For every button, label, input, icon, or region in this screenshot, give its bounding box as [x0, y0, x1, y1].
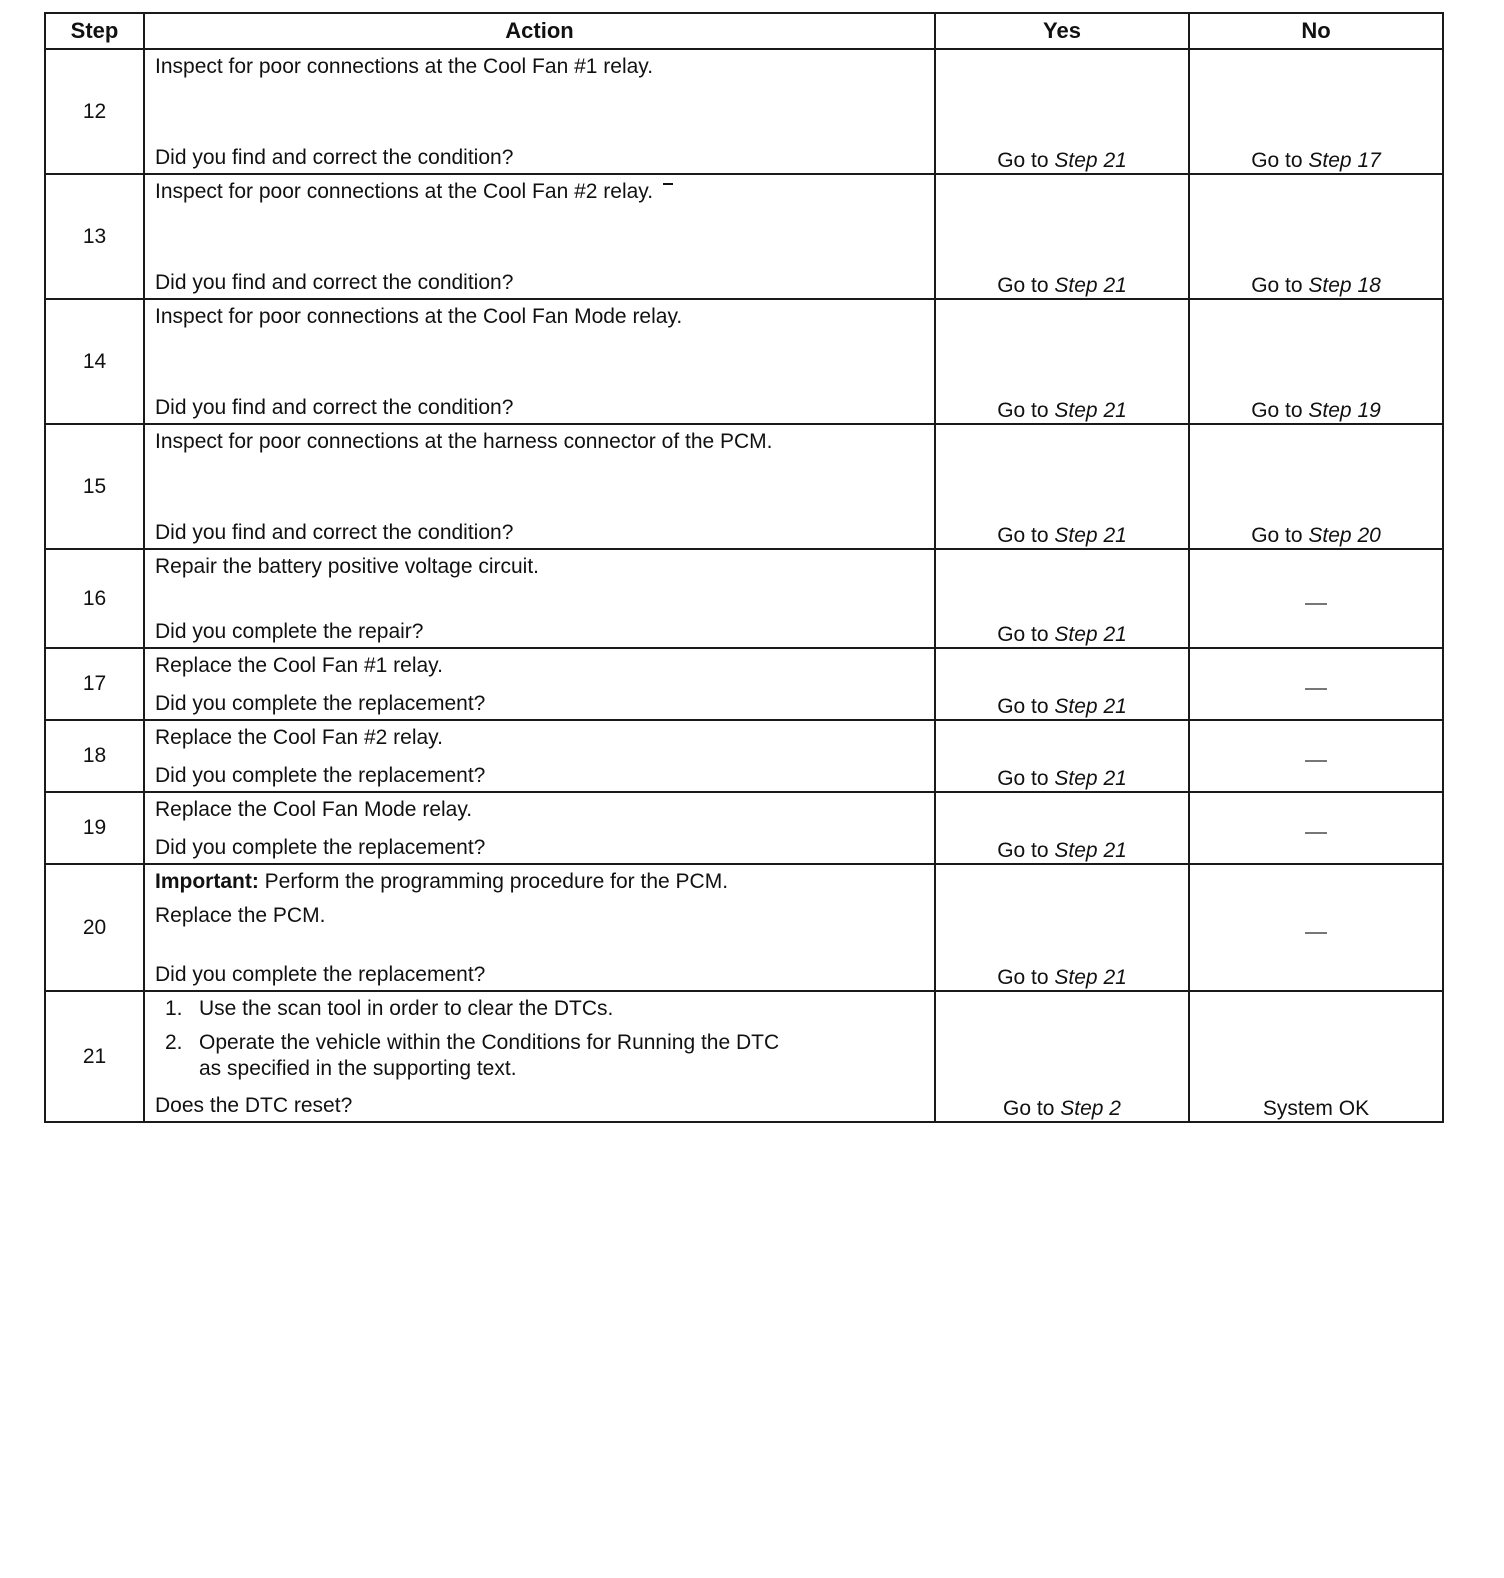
yes-prefix: Go to [997, 399, 1049, 422]
no-prefix: Go to [1251, 149, 1303, 172]
yes-prefix: Go to [997, 149, 1049, 172]
action-question: Does the DTC reset? [155, 1094, 353, 1117]
step-number: 20 [45, 864, 144, 991]
action-cell [144, 720, 935, 792]
table-row [45, 424, 1443, 549]
important-label: Important: [155, 870, 259, 893]
header-yes: Yes [935, 13, 1189, 49]
diagnostic-table [44, 12, 1444, 1123]
step-number: 13 [45, 174, 144, 299]
action-question: Did you find and correct the condition? [155, 146, 514, 169]
yes-cell [935, 864, 1189, 991]
empty-dash [1305, 688, 1327, 690]
empty-dash [1305, 603, 1327, 605]
no-prefix: Go to [1251, 274, 1303, 297]
no-cell [1189, 424, 1443, 549]
header-no: No [1189, 13, 1443, 49]
table-row [45, 720, 1443, 792]
list-number: 2. [165, 1031, 183, 1054]
yes-step-link: Step 21 [1054, 399, 1127, 422]
action-question: Did you complete the repair? [155, 620, 424, 643]
header-action: Action [144, 13, 935, 49]
action-question: Did you find and correct the condition? [155, 271, 514, 294]
no-cell [1189, 648, 1443, 720]
list-text: Use the scan tool in order to clear the DTCs. [199, 997, 614, 1020]
empty-dash [1305, 832, 1327, 834]
yes-step-link: Step 21 [1054, 149, 1127, 172]
yes-cell [935, 49, 1189, 174]
no-result: System OK [1262, 1097, 1370, 1120]
action-cell [144, 424, 935, 549]
yes-cell [935, 174, 1189, 299]
empty-dash [1305, 932, 1327, 934]
action-cell [144, 864, 935, 991]
yes-cell [935, 720, 1189, 792]
step-number: 19 [45, 792, 144, 864]
action-cell [144, 792, 935, 864]
yes-prefix: Go to [997, 274, 1049, 297]
action-question: Did you complete the replacement? [155, 836, 486, 859]
no-cell [1189, 864, 1443, 991]
yes-step-link: Step 2 [1060, 1097, 1121, 1120]
header-step: Step [45, 13, 144, 49]
action-cell [144, 49, 935, 174]
no-cell [1189, 49, 1443, 174]
table-row [45, 864, 1443, 991]
no-step-link: Step 20 [1308, 524, 1381, 547]
yes-step-link: Step 21 [1054, 839, 1127, 862]
yes-prefix: Go to [997, 623, 1049, 646]
table-row [45, 549, 1443, 648]
list-number: 1. [165, 997, 183, 1020]
action-text: Replace the Cool Fan #2 relay. [155, 726, 443, 749]
action-cell [144, 991, 935, 1122]
important-text: Perform the programming procedure for the PCM. [264, 870, 729, 893]
no-cell [1189, 174, 1443, 299]
action-question: Did you complete the replacement? [155, 963, 486, 986]
step-number: 18 [45, 720, 144, 792]
yes-prefix: Go to [997, 524, 1049, 547]
action-question: Did you find and correct the condition? [155, 521, 514, 544]
no-cell [1189, 549, 1443, 648]
table-row [45, 299, 1443, 424]
yes-prefix: Go to [997, 966, 1049, 989]
step-number: 17 [45, 648, 144, 720]
important-note [155, 869, 924, 895]
list-text-continued: as specified in the supporting text. [199, 1057, 517, 1080]
yes-step-link: Step 21 [1054, 966, 1127, 989]
action-cell [144, 648, 935, 720]
no-step-link: Step 18 [1308, 274, 1381, 297]
yes-prefix: Go to [997, 767, 1049, 790]
yes-prefix: Go to [1003, 1097, 1055, 1120]
table-row [45, 792, 1443, 864]
list-item [155, 996, 924, 1022]
yes-step-link: Step 21 [1054, 695, 1127, 718]
action-cell [144, 299, 935, 424]
yes-cell [935, 424, 1189, 549]
action-text: Repair the battery positive voltage circuit. [155, 555, 540, 578]
no-prefix: Go to [1251, 524, 1303, 547]
step-number: 16 [45, 549, 144, 648]
yes-cell [935, 991, 1189, 1122]
table-row [45, 648, 1443, 720]
stray-mark [663, 183, 673, 185]
yes-prefix: Go to [997, 695, 1049, 718]
step-number: 15 [45, 424, 144, 549]
no-cell [1189, 991, 1443, 1122]
action-text: Inspect for poor connections at the Cool Fan Mode relay. [155, 305, 683, 328]
no-cell [1189, 720, 1443, 792]
yes-cell [935, 648, 1189, 720]
action-text: Inspect for poor connections at the Cool Fan #1 relay. [155, 55, 654, 78]
action-cell [144, 549, 935, 648]
no-step-link: Step 19 [1308, 399, 1381, 422]
no-cell [1189, 792, 1443, 864]
table-row [45, 991, 1443, 1122]
action-text: Replace the Cool Fan #1 relay. [155, 654, 443, 677]
action-cell [144, 174, 935, 299]
yes-cell [935, 299, 1189, 424]
step-number: 14 [45, 299, 144, 424]
no-cell [1189, 299, 1443, 424]
empty-dash [1305, 760, 1327, 762]
yes-step-link: Step 21 [1054, 274, 1127, 297]
yes-step-link: Step 21 [1054, 623, 1127, 646]
table-row [45, 174, 1443, 299]
yes-cell [935, 792, 1189, 864]
action-text: Replace the Cool Fan Mode relay. [155, 798, 473, 821]
list-item [155, 1030, 924, 1082]
step-number: 21 [45, 991, 144, 1122]
yes-prefix: Go to [997, 839, 1049, 862]
table-row [45, 49, 1443, 174]
no-step-link: Step 17 [1308, 149, 1381, 172]
list-text: Operate the vehicle within the Conditions for Running the DTC [199, 1031, 780, 1054]
action-question: Did you complete the replacement? [155, 692, 486, 715]
step-number: 12 [45, 49, 144, 174]
action-question: Did you find and correct the condition? [155, 396, 514, 419]
yes-cell [935, 549, 1189, 648]
yes-step-link: Step 21 [1054, 767, 1127, 790]
no-prefix: Go to [1251, 399, 1303, 422]
action-text: Replace the PCM. [155, 904, 326, 927]
yes-step-link: Step 21 [1054, 524, 1127, 547]
action-text: Inspect for poor connections at the harness connector of the PCM. [155, 430, 773, 453]
action-text: Inspect for poor connections at the Cool Fan #2 relay. [155, 180, 654, 203]
action-question: Did you complete the replacement? [155, 764, 486, 787]
header-row [45, 13, 1443, 49]
